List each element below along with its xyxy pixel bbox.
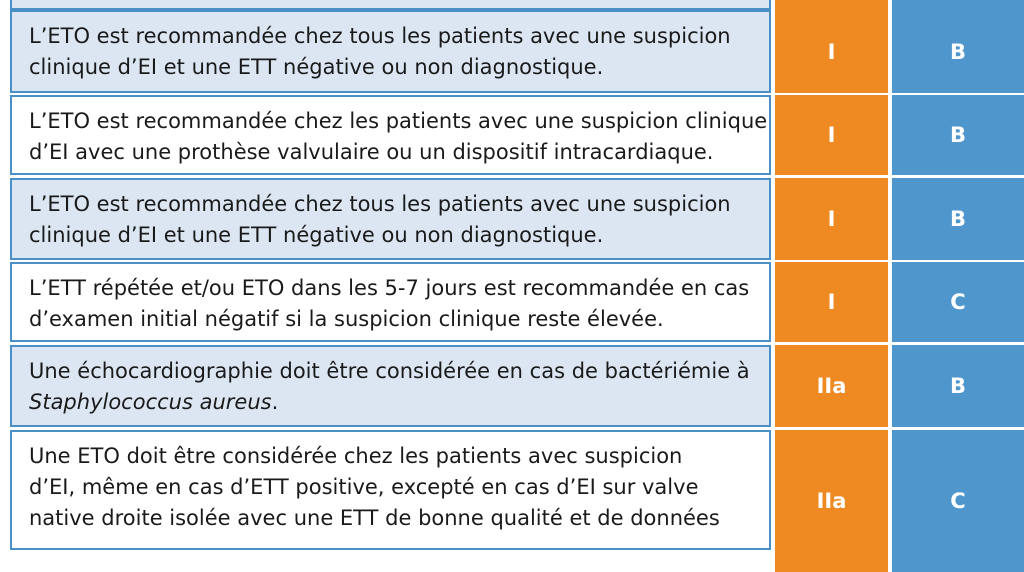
text-line: Une ETO doit être considérée chez les patients avec suspicion: [29, 444, 683, 468]
level-badge: B: [892, 345, 1024, 427]
text-line: d’EI, même en cas d’ETT positive, excepté en cas d’EI sur valve: [29, 475, 699, 499]
text-line: clinique d’EI et une ETT négative ou non diagnostique.: [29, 223, 604, 247]
level-badge: B: [892, 178, 1024, 260]
recommendation-text: [10, 345, 771, 427]
level-badge: [892, 0, 1024, 10]
class-badge: IIa: [775, 345, 888, 427]
text-fragment: .: [271, 390, 279, 414]
species-name: Staphylococcus aureus: [29, 390, 272, 414]
text-line: Une échocardiographie doit être considérée en cas de bactériémie à: [29, 359, 750, 383]
recommendation-text: [10, 178, 771, 260]
text-line: native droite isolée avec une ETT de bonne qualité et de données: [29, 506, 720, 530]
table-row: [10, 262, 1024, 342]
level-badge: C: [892, 262, 1024, 342]
text-line: L’ETT répétée et/ou ETO dans les 5-7 jours est recommandée en cas: [29, 276, 750, 300]
recommendation-text: [10, 10, 771, 93]
recommendation-text: [10, 430, 771, 550]
recommendation-text: [10, 262, 771, 342]
table-row: [10, 0, 1024, 10]
text-line: L’ETO est recommandée chez tous les patients avec une suspicion: [29, 24, 731, 48]
class-badge: IIa: [775, 430, 888, 572]
text-line: L’ETO est recommandée chez les patients avec une suspicion clinique: [29, 109, 768, 133]
text-line: d’examen initial négatif si la suspicion clinique reste élevée.: [29, 307, 664, 331]
class-badge: [775, 0, 888, 10]
level-badge: B: [892, 95, 1024, 175]
level-badge: C: [892, 430, 1024, 572]
recommendation-text: [10, 0, 771, 10]
text-line: [29, 387, 755, 418]
class-badge: I: [775, 178, 888, 260]
text-line: d’EI avec une prothèse valvulaire ou un dispositif intracardiaque.: [29, 140, 714, 164]
recommendation-text: [10, 95, 771, 175]
class-badge: I: [775, 10, 888, 93]
table-row: [10, 95, 1024, 175]
table-row: [10, 10, 1024, 93]
text-line: L’ETO est recommandée chez tous les patients avec une suspicion: [29, 192, 731, 216]
class-badge: I: [775, 262, 888, 342]
table-row: [10, 345, 1024, 427]
class-badge: I: [775, 95, 888, 175]
level-badge: B: [892, 10, 1024, 93]
table-row: [10, 430, 1024, 550]
recommendations-table: [10, 0, 1024, 530]
table-row: [10, 178, 1024, 260]
text-line: clinique d’EI et une ETT négative ou non diagnostique.: [29, 55, 604, 79]
